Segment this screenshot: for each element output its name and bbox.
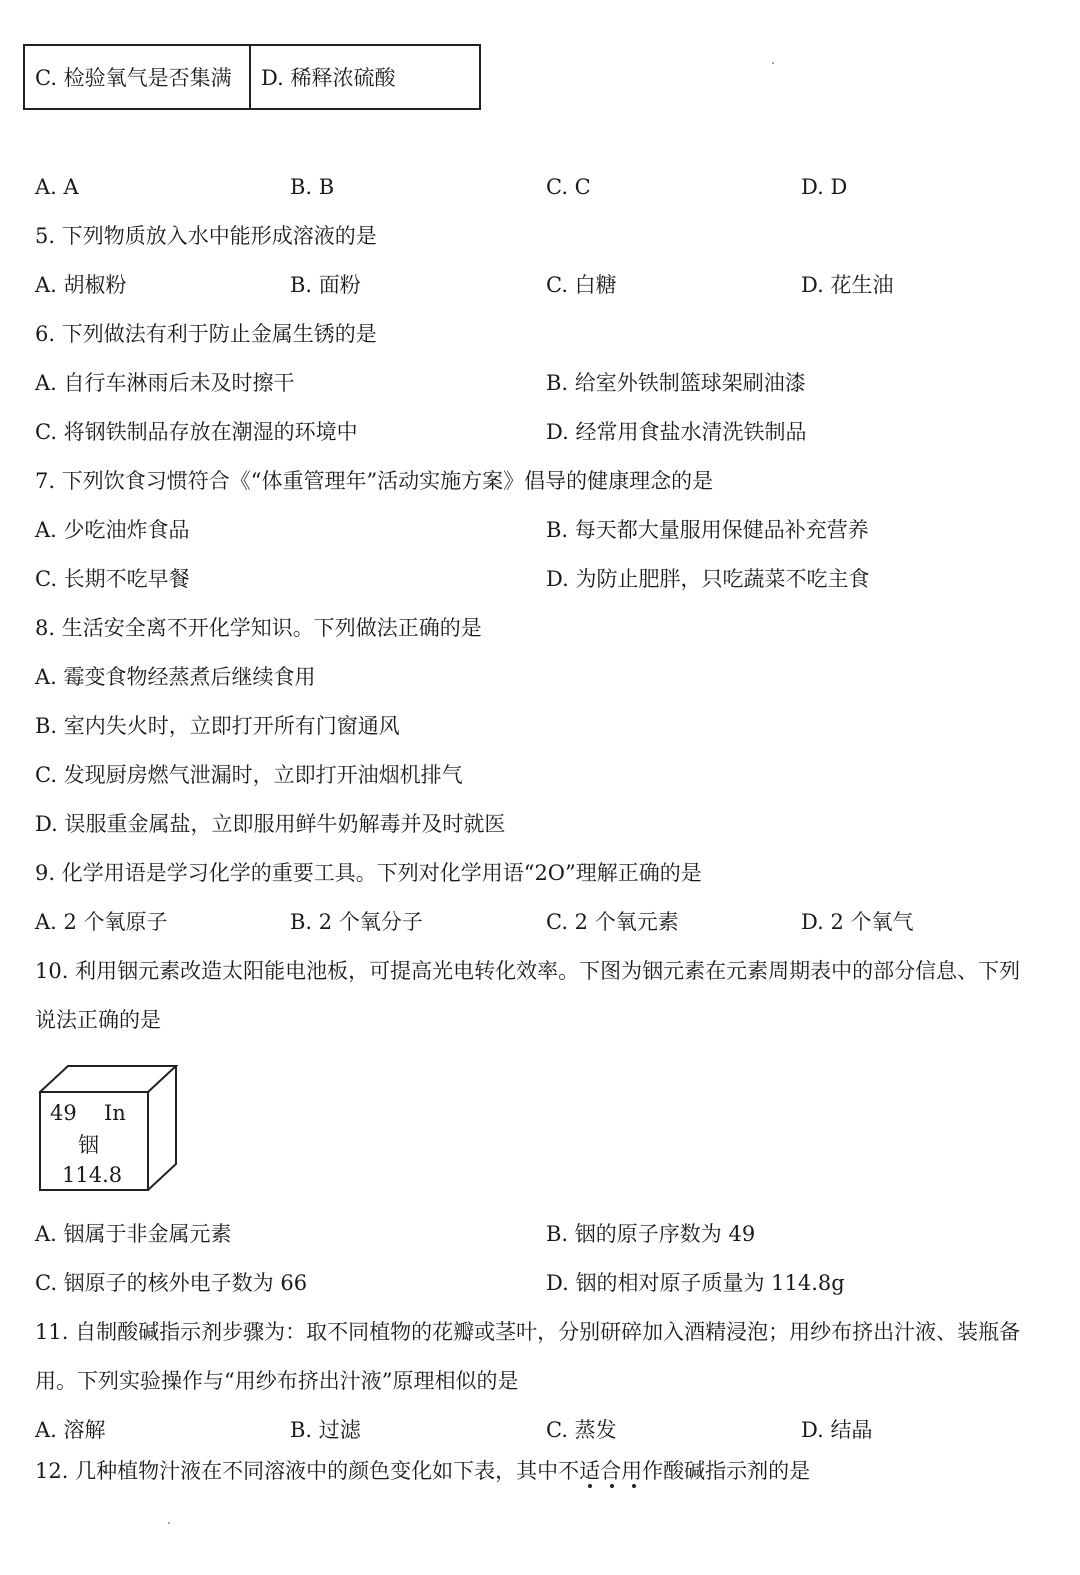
q4-option-b: B. B — [290, 175, 335, 199]
table-cell-c: C. 检验氧气是否集满 — [25, 46, 251, 108]
q8-stem: 8. 生活安全离不开化学知识。下列做法正确的是 — [35, 616, 482, 640]
indium-element-cube — [38, 1064, 180, 1197]
q4-option-c: C. C — [546, 175, 591, 199]
table-cell-d: D. 稀释浓硫酸 — [261, 66, 396, 90]
q11-option-a: A. 溶解 — [35, 1418, 106, 1442]
q6-option-a: A. 自行车淋雨后未及时擦干 — [35, 371, 295, 395]
q7-option-d: D. 为防止肥胖，只吃蔬菜不吃主食 — [546, 567, 870, 591]
q9-option-a: A. 2 个氧原子 — [35, 910, 168, 934]
q12-stem: 12. 几种植物汁液在不同溶液中的颜色变化如下表，其中不适合用作酸碱指示剂的是 — [35, 1459, 811, 1483]
q10-option-a: A. 铟属于非金属元素 — [35, 1222, 232, 1246]
q7-stem: 7. 下列饮食习惯符合《“体重管理年”活动实施方案》倡导的健康理念的是 — [35, 469, 714, 493]
q8-option-d: D. 误服重金属盐，立即服用鲜牛奶解毒并及时就医 — [35, 812, 506, 836]
q9-option-d: D. 2 个氧气 — [801, 910, 914, 934]
q7-option-c: C. 长期不吃早餐 — [35, 567, 190, 591]
q10-option-c: C. 铟原子的核外电子数为 66 — [35, 1271, 308, 1295]
q5-option-b: B. 面粉 — [290, 273, 361, 297]
q6-option-d: D. 经常用食盐水清洗铁制品 — [546, 420, 807, 444]
q5-option-a: A. 胡椒粉 — [35, 273, 127, 297]
q9-option-b: B. 2 个氧分子 — [290, 910, 423, 934]
q6-option-c: C. 将钢铁制品存放在潮湿的环境中 — [35, 420, 358, 444]
q6-stem: 6. 下列做法有利于防止金属生锈的是 — [35, 322, 377, 346]
q7-option-b: B. 每天都大量服用保健品补充营养 — [546, 518, 869, 542]
scan-speck — [772, 62, 774, 64]
q8-option-c: C. 发现厨房燃气泄漏时，立即打开油烟机排气 — [35, 763, 463, 787]
q8-option-b: B. 室内失火时，立即打开所有门窗通风 — [35, 714, 400, 738]
q10-option-b: B. 铟的原子序数为 49 — [546, 1222, 756, 1246]
q7-option-a: A. 少吃油炸食品 — [35, 518, 190, 542]
q11-option-c: C. 蒸发 — [546, 1418, 617, 1442]
q4-option-a: A. A — [35, 175, 79, 199]
q10-stem-line2: 说法正确的是 — [35, 1008, 161, 1032]
q9-option-c: C. 2 个氧元素 — [546, 910, 679, 934]
q11-stem-line1: 11. 自制酸碱指示剂步骤为：取不同植物的花瓣或茎叶，分别研碎加入酒精浸泡；用纱布挤出汁液、装瓶备 — [35, 1320, 1021, 1344]
q5-option-c: C. 白糖 — [546, 273, 617, 297]
q5-stem: 5. 下列物质放入水中能形成溶液的是 — [35, 224, 377, 248]
q4-option-d: D. D — [801, 175, 848, 199]
element-atomic-mass: 114.8 — [62, 1163, 123, 1187]
q6-option-b: B. 给室外铁制篮球架刷油漆 — [546, 371, 806, 395]
q11-option-b: B. 过滤 — [290, 1418, 361, 1442]
element-name: 铟 — [78, 1133, 99, 1157]
q10-option-d: D. 铟的相对原子质量为 114.8g — [546, 1271, 845, 1295]
q5-option-d: D. 花生油 — [801, 273, 894, 297]
q9-stem: 9. 化学用语是学习化学的重要工具。下列对化学用语“2O”理解正确的是 — [35, 861, 702, 885]
q10-stem-line1: 10. 利用铟元素改造太阳能电池板，可提高光电转化效率。下图为铟元素在元素周期表中的部分信息、下列 — [35, 959, 1021, 983]
element-atomic-number: 49 — [50, 1101, 77, 1125]
q11-option-d: D. 结晶 — [801, 1418, 873, 1442]
emphasis-dots — [586, 1484, 646, 1490]
scan-speck — [168, 1522, 170, 1524]
q8-option-a: A. 霉变食物经蒸煮后继续食用 — [35, 665, 316, 689]
q11-stem-line2: 用。下列实验操作与“用纱布挤出汁液”原理相似的是 — [35, 1369, 519, 1393]
options-table — [23, 44, 481, 110]
element-symbol: In — [104, 1101, 126, 1125]
